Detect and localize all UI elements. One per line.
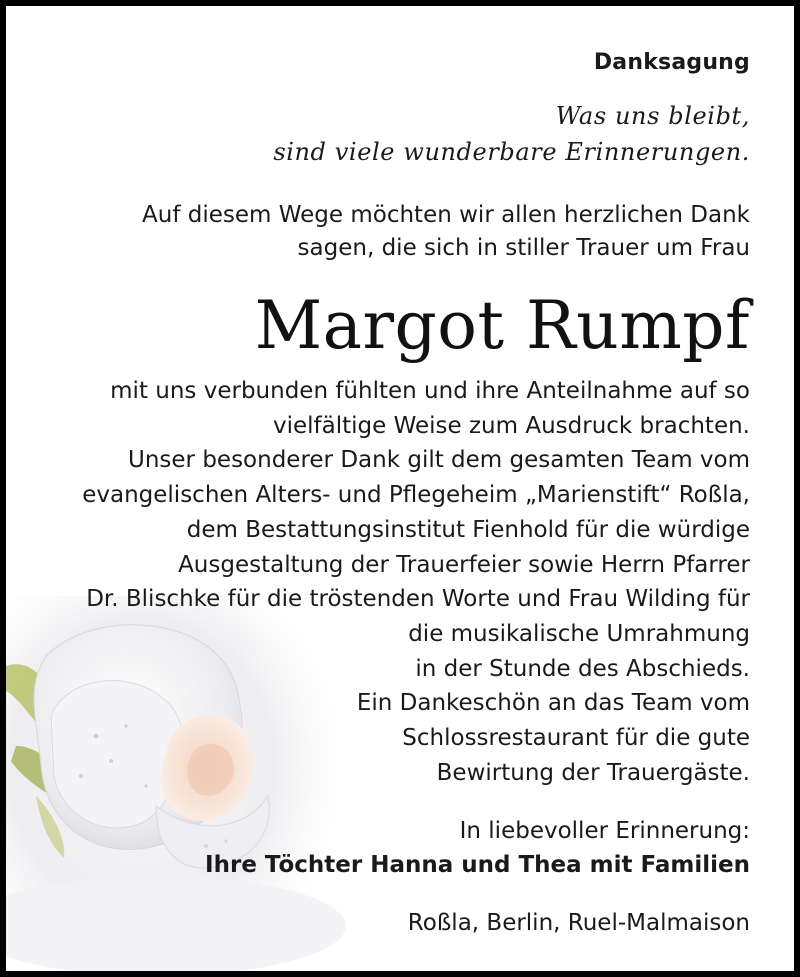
body-line: die musikalische Umrahmung	[408, 620, 750, 647]
notice-closing	[205, 814, 750, 882]
body-line: vielfältige Weise zum Ausdruck brachten.	[273, 412, 750, 439]
body-line: Bewirtung der Trauergäste.	[436, 759, 750, 786]
body-line: evangelischen Alters- und Pflegeheim „Marienstift“ Roßla,	[82, 482, 750, 509]
signature: Ihre Töchter Hanna und Thea mit Familien	[205, 852, 750, 878]
body-line: Ein Dankeschön an das Team vom	[356, 690, 750, 717]
body-line: dem Bestattungsinstitut Fienhold für die würdige	[186, 516, 750, 543]
quote-line: sind viele wunderbare Erinnerungen.	[273, 138, 750, 166]
closing-line: In liebevoller Erinnerung:	[459, 818, 750, 844]
body-line: mit uns verbunden fühlten und ihre Anteilnahme auf so	[110, 378, 750, 404]
body-line: Unser besonderer Dank gilt dem gesamten Team vom	[128, 447, 750, 474]
deceased-name: Margot Rumpf	[254, 287, 750, 364]
notice-intro	[142, 199, 750, 265]
notice-quote	[273, 98, 750, 170]
body-line: in der Stunde des Abschieds.	[415, 655, 750, 682]
notice-heading: Danksagung	[593, 50, 750, 75]
intro-line: sagen, die sich in stiller Trauer um Frau	[297, 235, 750, 261]
body-line: Schlossrestaurant für die gute	[402, 725, 750, 752]
notice-body	[82, 374, 750, 790]
body-line: Ausgestaltung der Trauerfeier sowie Herrn Pfarrer	[178, 551, 750, 578]
places: Roßla, Berlin, Ruel-Malmaison	[407, 910, 750, 936]
body-line: Dr. Blischke für die tröstenden Worte und Frau Wilding für	[86, 586, 750, 613]
quote-line: Was uns bleibt,	[555, 102, 750, 130]
intro-line: Auf diesem Wege möchten wir allen herzlichen Dank	[142, 202, 750, 228]
